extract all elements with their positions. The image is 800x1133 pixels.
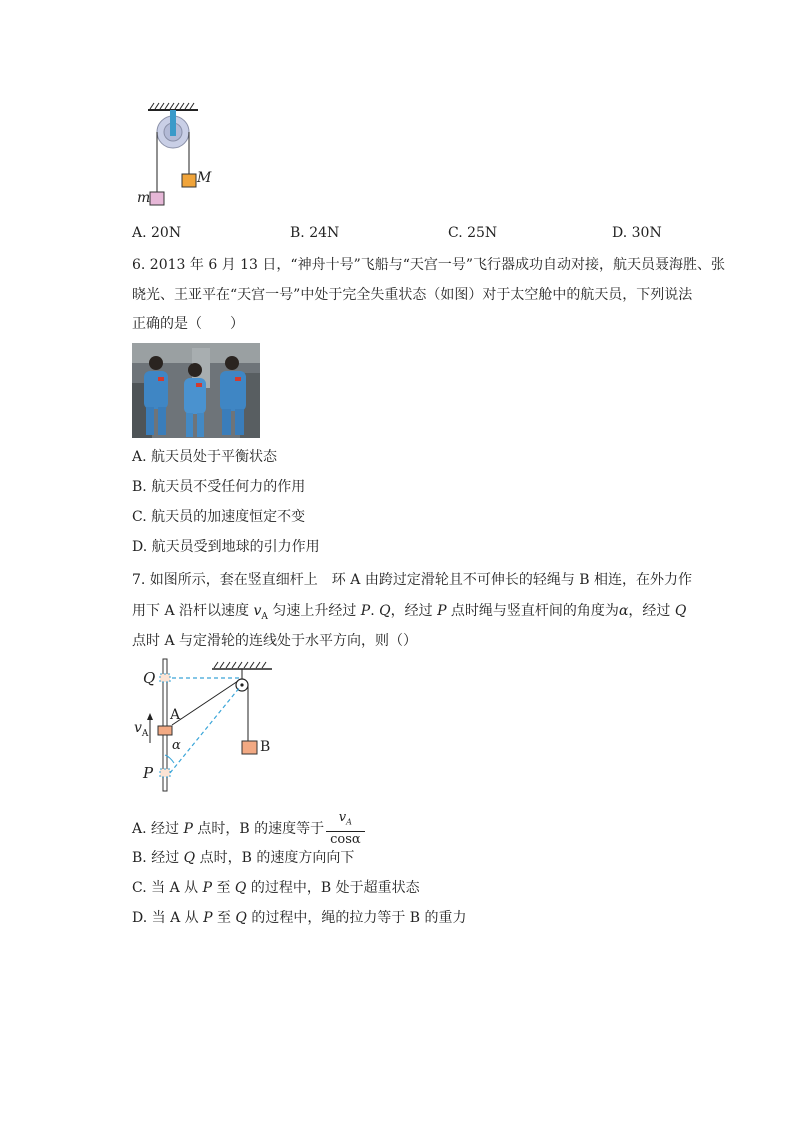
- q6-stem-line2: 晓光、王亚平在“天宫一号”中处于完全失重状态（如图）对于太空舱中的航天员，下列说法: [132, 287, 693, 303]
- q7-option-c[interactable]: [132, 878, 420, 898]
- numerator: [326, 810, 365, 832]
- text: C. 当 A 从: [132, 880, 203, 896]
- text: 至: [212, 910, 236, 926]
- text: 的过程中，B 处于超重状态: [246, 880, 420, 896]
- label-m: m: [137, 190, 151, 206]
- symbol-P: P: [360, 603, 371, 619]
- q6-option-b[interactable]: B. 航天员不受任何力的作用: [132, 479, 306, 495]
- text: B. 经过: [132, 850, 184, 866]
- symbol-P: P: [437, 603, 447, 619]
- symbol-Q: Q: [183, 850, 196, 866]
- symbol-P: P: [183, 820, 193, 837]
- symbol-Q: Q: [674, 603, 687, 619]
- label-P: P: [143, 764, 154, 782]
- label-M: M: [197, 170, 212, 186]
- symbol-Q: Q: [379, 603, 391, 619]
- text: ，经过: [628, 603, 675, 619]
- astronaut-photo: [132, 343, 260, 438]
- symbol-v: v: [134, 720, 142, 736]
- text: 匀速上升经过: [267, 603, 361, 619]
- symbol-v: v: [253, 603, 262, 619]
- symbol-v: v: [338, 810, 347, 825]
- symbol-P: P: [202, 880, 212, 896]
- text: .: [370, 603, 380, 619]
- text: 至: [212, 880, 235, 896]
- label-B: B: [260, 739, 271, 755]
- q5-option-b[interactable]: B. 24N: [290, 225, 340, 241]
- symbol-Q: Q: [234, 880, 247, 896]
- symbol-P: P: [203, 910, 213, 926]
- label-A: A: [170, 707, 181, 723]
- q7-stem-line2: [132, 601, 686, 627]
- q7-option-b[interactable]: [132, 848, 354, 868]
- fraction: [326, 810, 365, 848]
- text: D. 当 A 从: [132, 910, 204, 926]
- q7-stem-line3: 点时 A 与定滑轮的连线处于水平方向，则（）: [132, 633, 418, 649]
- label-alpha: α: [172, 738, 181, 753]
- denominator: cosα: [330, 831, 361, 847]
- symbol-Q: Q: [235, 910, 247, 926]
- q5-option-a[interactable]: A. 20N: [132, 225, 182, 241]
- q6-option-c[interactable]: C. 航天员的加速度恒定不变: [132, 509, 306, 525]
- text: 点时，B 的速度方向向下: [195, 850, 355, 866]
- q5-option-d[interactable]: D. 30N: [612, 225, 662, 241]
- q5-option-c[interactable]: C. 25N: [448, 225, 498, 241]
- text: 用下 A 沿杆以速度: [132, 603, 254, 619]
- q6-option-d[interactable]: D. 航天员受到地球的引力作用: [132, 539, 320, 555]
- label-Q: Q: [143, 669, 156, 687]
- q6-stem-line1: 6. 2013 年 6 月 13 日，“神舟十号”飞船与“天宫一号”飞行器成功自动对接，航天员聂海胜、张: [132, 257, 726, 273]
- text: 的过程中，绳的拉力等于 B 的重力: [246, 910, 467, 926]
- q6-stem-line3: 正确的是（ ）: [132, 316, 244, 332]
- text: ，经过: [390, 603, 438, 619]
- q7-option-a[interactable]: [132, 810, 365, 848]
- q7-stem-line1: 7. 如图所示，套在竖直细杆上 环 A 由跨过定滑轮且不可伸长的轻绳与 B 相连，在外力作: [132, 572, 693, 588]
- text: 点时，B 的速度等于: [192, 820, 325, 837]
- symbol-sub: A: [261, 611, 268, 622]
- label-vA: [134, 720, 148, 739]
- q6-option-a[interactable]: A. 航天员处于平衡状态: [132, 449, 278, 465]
- symbol-alpha: α: [618, 603, 629, 619]
- text: A. 经过: [132, 820, 184, 837]
- symbol-sub: A: [346, 817, 352, 827]
- text: 点时绳与竖直杆间的角度为: [446, 603, 619, 619]
- symbol-sub: A: [141, 728, 149, 739]
- q7-option-d[interactable]: [132, 908, 467, 928]
